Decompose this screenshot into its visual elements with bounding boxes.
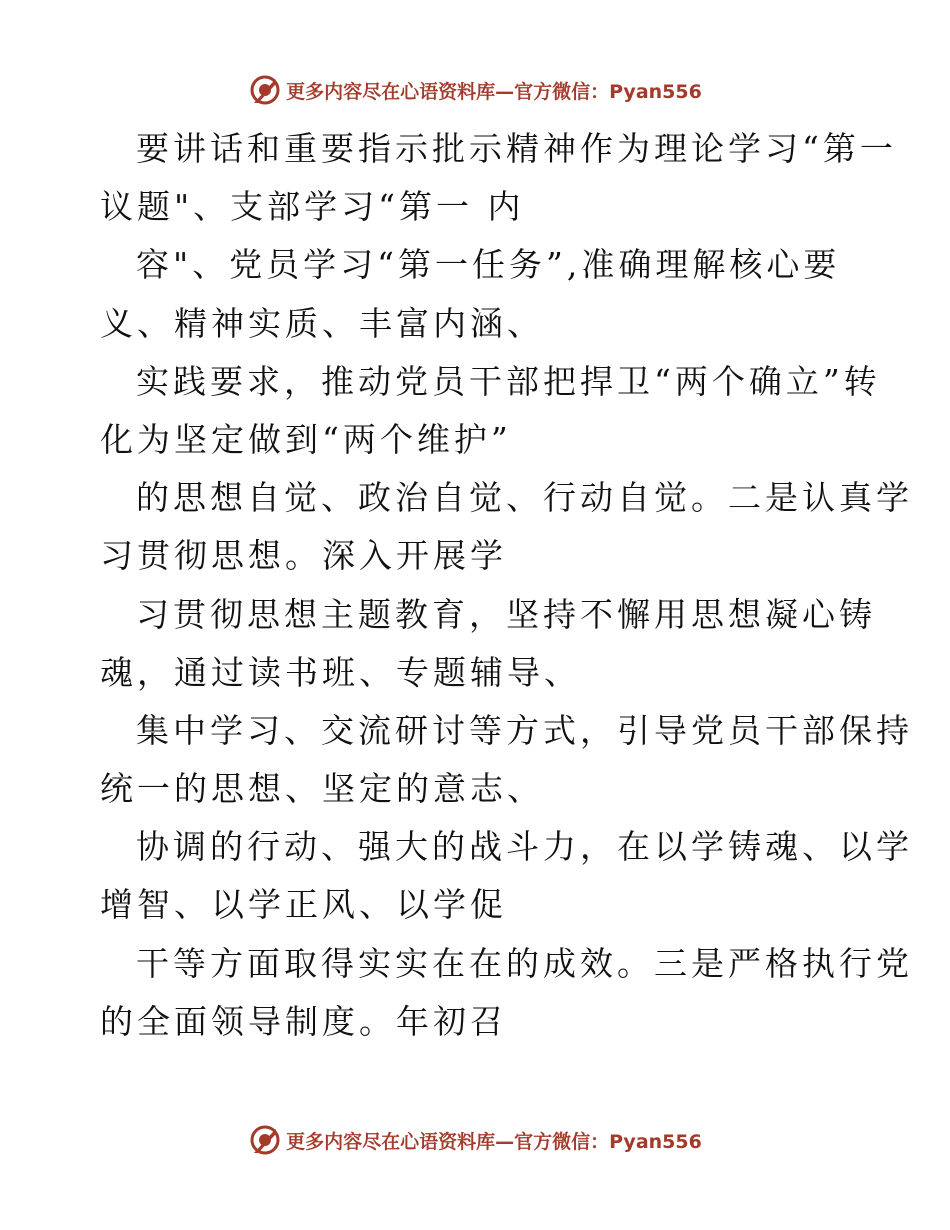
header-watermark-banner — [0, 70, 950, 110]
document-body — [100, 120, 913, 1051]
quill-pen-circle-logo-icon — [248, 1123, 282, 1157]
body-line: 习贯彻思想主题教育，坚持不懈用思想凝心铸 — [136, 594, 876, 634]
body-line: 议题"、支部学习“第一 内 — [100, 187, 525, 227]
body-line: 义、精神实质、丰富内涵、 — [100, 303, 544, 343]
body-line: 容"、党员学习“第一任务”,准确理解核心要 — [136, 245, 841, 285]
body-line: 习贯彻思想。深入开展学 — [100, 536, 507, 576]
body-line: 统一的思想、坚定的意志、 — [100, 769, 544, 809]
header-watermark-text: 更多内容尽在心语资料库—官方微信：Pyan556 — [286, 80, 702, 103]
body-line: 的思想自觉、政治自觉、行动自觉。二是认真学 — [136, 478, 913, 518]
footer-watermark-banner — [0, 1120, 950, 1160]
body-line: 魂，通过读书班、专题辅导、 — [100, 652, 581, 692]
body-line: 干等方面取得实实在在的成效。三是严格执行党 — [136, 943, 913, 983]
body-line: 化为坚定做到“两个维护” — [100, 419, 512, 459]
body-line: 实践要求，推动党员干部把捍卫“两个确立”转 — [136, 361, 881, 401]
footer-watermark-text: 更多内容尽在心语资料库—官方微信：Pyan556 — [286, 1130, 702, 1153]
quill-pen-circle-logo-icon — [248, 73, 282, 107]
body-line: 集中学习、交流研讨等方式，引导党员干部保持 — [136, 710, 913, 750]
body-line: 协调的行动、强大的战斗力，在以学铸魂、以学 — [136, 827, 913, 867]
body-line: 的全面领导制度。年初召 — [100, 1001, 507, 1041]
body-line: 增智、以学正风、以学促 — [100, 885, 507, 925]
body-line: 要讲话和重要指示批示精神作为理论学习“第一 — [136, 129, 897, 168]
